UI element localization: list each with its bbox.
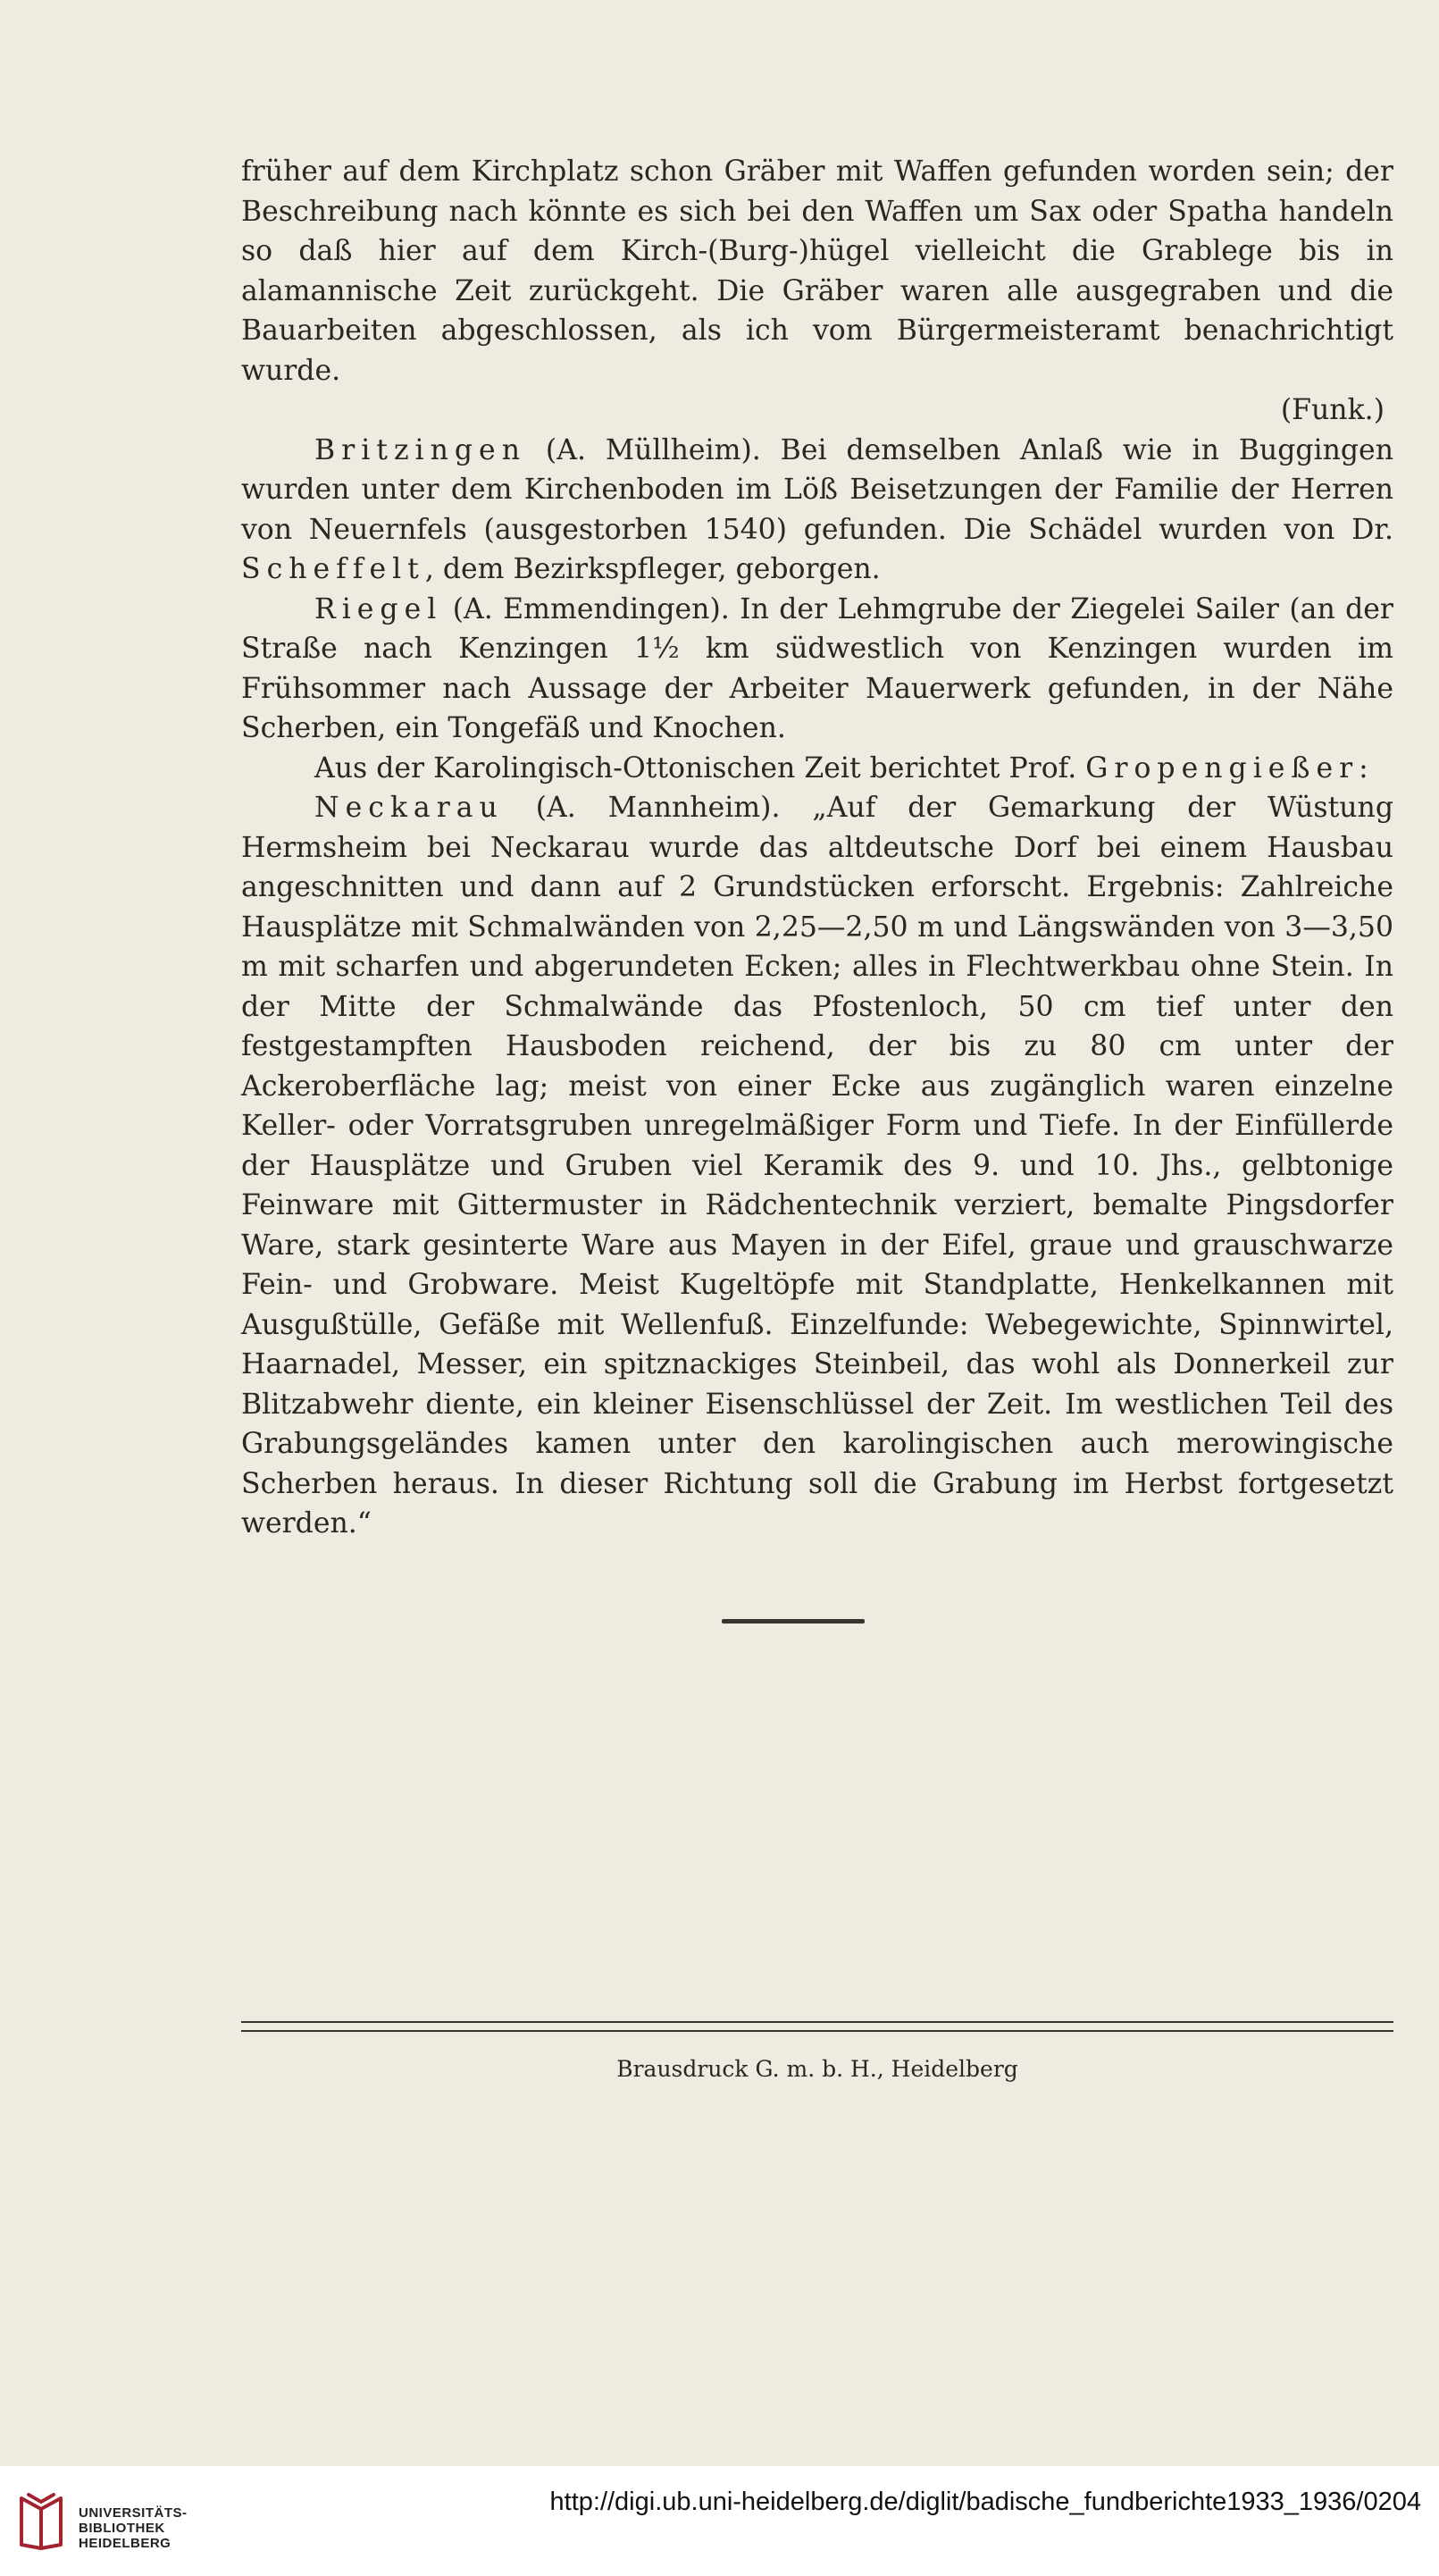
printer-imprint: Brausdruck G. m. b. H., Heidelberg [616,2056,1018,2082]
section-end-ornament [722,1619,865,1624]
library-name-line-2: BIBLIOTHEK [79,2521,165,2536]
person-name-scheffelt: Scheffelt [241,553,425,585]
paragraph-1 [241,152,1393,390]
paragraph-riegel [241,590,1393,749]
place-name-britzingen: Britzingen [314,433,526,466]
body-text [241,152,1393,1544]
paragraph-karolingisch-text: Aus der Karolingisch-Ottonischen Zeit berichtet Prof. [314,751,1086,785]
source-url-link[interactable]: http://digi.ub.uni-heidelberg.de/diglit/badische_fundberichte1933_1936/0204 [549,2488,1421,2516]
paragraph-neckarau-text: (A. Mannheim). „Auf der Gemarkung der Wüstung Hermsheim bei Neckarau wurde das altdeutsche Dorf bei einem Hausbau angeschnitten und dann auf 2 Grundstücken erforscht. Ergebnis: Zahlreiche Hausplätze mit Schmalwänden von 2,25—2,50 m und Längswänden von 3—3,50 m mit scharfen und abgerundeten Ecken; alles in Flechtwerkbau ohne Stein. In der Mitte der Schmalwände das Pfostenloch, 50 cm tief unter den festgestampften Hausboden reichend, der bis zu 80 cm unter der Ackeroberfläche lag; meist von einer Ecke aus zugänglich waren einzelne Keller- oder Vorratsgruben unregelmäßiger Form und Tiefe. In der Einfüllerde der Hausplätze und Gruben viel Keramik des 9. und 10. Jhs., gelbtonige Feinware mit Gittermuster in Rädchentechnik verziert, bemalte Pingsdorfer Ware, stark gesinterte Ware aus Mayen in der Eifel, graue und grauschwarze Fein- und Grobware. Meist Kugeltöpfe mit Standplatte, Henkelkannen mit Ausgußtülle, Gefäße mit Wellenfuß. Einzelfunde: Webegewichte, Spinnwirtel, Haarnadel, Messer, ein spitznackiges Steinbeil, das wohl als Donnerkeil zur Blitzabwehr diente, ein kleiner Eisenschlüssel der Zeit. Im westlichen Teil des Grabungsgeländes kamen unter den karolingischen auch merowingische Scherben heraus. In dieser Richtung soll die Grabung im Herbst fortgesetzt werden.“ [241,792,1393,1540]
paragraph-karolingisch-tail: : [1359,751,1368,785]
library-name-line-3: HEIDELBERG [79,2536,172,2551]
place-name-neckarau: Neckarau [314,792,504,824]
paragraph-britzingen-text: (A. Müllheim). Bei demselben Anlaß wie in Buggingen wurden unter dem Kirchenboden im Löß Beisetzungen der Familie der Herren von Neuernfels (ausgestorben 1540) gefunden. Die Schädel wurden von Dr. [241,433,1393,546]
university-library-logo-icon [16,2489,66,2552]
paragraph-1-text: früher auf dem Kirchplatz schon Gräber mit Waffen gefunden worden sein; der Beschreibung nach könnte es sich bei den Waffen um Sax oder Spatha handeln so daß hier auf dem Kirch-(Burg-)hügel vielleicht die Grablege bis in alamannische Zeit zurückgeht. Die Gräber waren alle ausgegraben und die Bauarbeiten abgeschlossen, als ich vom Bürgermeisteramt benachrichtigt wurde. [241,155,1393,387]
library-name-line-1: UNIVERSITÄTS- [79,2505,188,2521]
paragraph-karolingisch [241,749,1393,789]
signature-funk: (Funk.) [1280,394,1385,426]
place-name-riegel: Riegel [314,592,443,625]
footer-rule-top [241,2021,1393,2023]
footer-rule-bottom [241,2030,1393,2032]
paragraph-britzingen [241,431,1393,590]
digitization-footer [0,2466,1439,2576]
paragraph-neckarau [241,788,1393,1544]
paragraph-riegel-text: (A. Emmendingen). In der Lehmgrube der Ziegelei Sailer (an der Straße nach Kenzingen 1½ km südwestlich von Kenzingen wurden im Frühsommer nach Aussage der Arbeiter Mauerwerk gefunden, in der Nähe Scherben, ein Tongefäß und Knochen. [241,592,1393,744]
paragraph-britzingen-tail: , dem Bezirkspfleger, geborgen. [424,553,881,585]
library-name [79,2505,188,2551]
person-name-gropengiesser: Gropengießer [1085,751,1360,785]
